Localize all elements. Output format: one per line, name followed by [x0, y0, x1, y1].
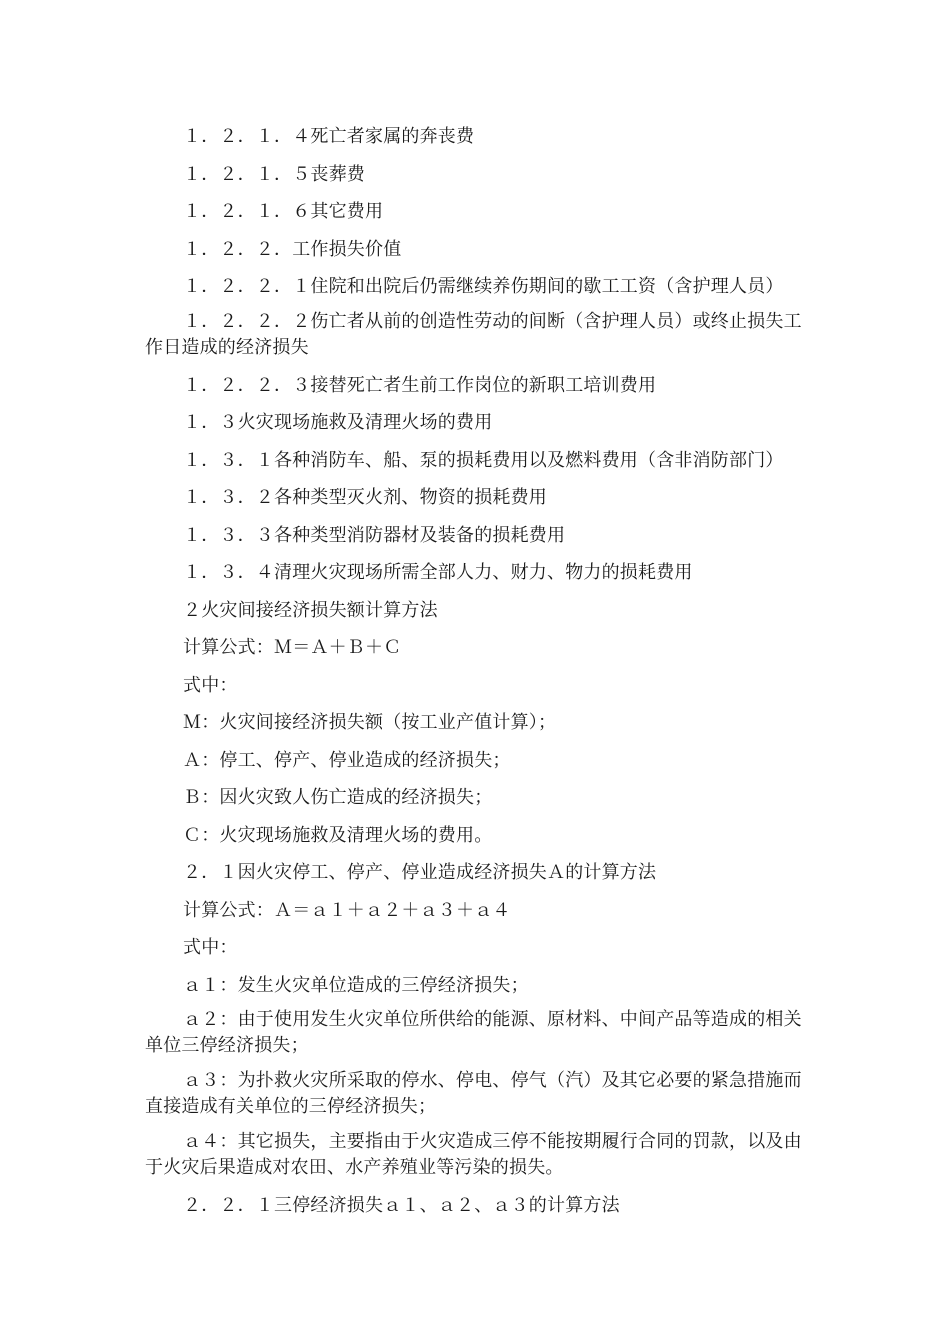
variable-definition: Ｃ：火灾现场施救及清理火场的费用。	[183, 824, 493, 846]
variable-definition: Ｂ：因火灾致人伤亡造成的经济损失；	[183, 787, 493, 808]
formula-where-label: 式中：	[183, 674, 238, 696]
variable-definition: ａ２：由于使用发生火灾单位所供给的能源、原材料、中间产品等造成的相关单位三停经济损失；	[145, 1009, 802, 1056]
formula-where-label: 式中：	[183, 937, 238, 958]
variable-definition: ａ３：为扑救火灾所采取的停水、停电、停气（汽）及其它必要的紧急措施而直接造成有关单位的三停经济损失；	[145, 1070, 802, 1117]
paragraph: １．２．２．３接替死亡者生前工作岗位的新职工培训费用	[183, 374, 657, 396]
paragraph: １．３．４清理火灾现场所需全部人力、财力、物力的损耗费用	[183, 562, 693, 583]
paragraph: １．３．３各种类型消防器材及装备的损耗费用	[183, 524, 566, 546]
variable-definition: ａ４：其它损失，主要指由于火灾造成三停不能按期履行合同的罚款，以及由于火灾后果造成对农田、水产养殖业等污染的损失。	[145, 1131, 802, 1178]
variable-definition: Ｍ：火灾间接经济损失额（按工业产值计算）；	[183, 712, 557, 733]
paragraph: １．２．２．２伤亡者从前的创造性劳动的间断（含护理人员）或终止损失工作日造成的经济损失	[145, 310, 802, 358]
section-heading: ２．１因火灾停工、停产、停业造成经济损失Ａ的计算方法	[183, 862, 657, 883]
paragraph: １．３．１各种消防车、船、泵的损耗费用以及燃料费用（含非消防部门）	[183, 449, 784, 471]
paragraph: １．２．２．工作损失价值	[183, 238, 402, 260]
paragraph: １．３．２各种类型灭火剂、物资的损耗费用	[183, 487, 547, 508]
variable-definition: ａ１：发生火灾单位造成的三停经济损失；	[183, 974, 529, 996]
formula: 计算公式：Ｍ＝Ａ＋Ｂ＋Ｃ	[183, 637, 402, 658]
paragraph: １．３火灾现场施救及清理火场的费用	[183, 412, 493, 433]
section-heading: ２．２．１三停经济损失ａ１、ａ２、ａ３的计算方法	[183, 1195, 620, 1216]
paragraph: １．２．１．４死亡者家属的奔丧费	[183, 126, 475, 147]
variable-definition: Ａ：停工、停产、停业造成的经济损失；	[183, 749, 511, 771]
paragraph: １．２．１．５丧葬费	[183, 163, 365, 185]
paragraph: １．２．１．６其它费用	[183, 201, 384, 222]
formula: 计算公式：Ａ＝ａ１＋ａ２＋ａ３＋ａ４	[183, 899, 511, 921]
paragraph: １．２．２．１住院和出院后仍需继续养伤期间的歇工工资（含护理人员）	[183, 276, 784, 297]
section-heading: ２火灾间接经济损失额计算方法	[183, 599, 438, 621]
document-body	[145, 121, 810, 1228]
